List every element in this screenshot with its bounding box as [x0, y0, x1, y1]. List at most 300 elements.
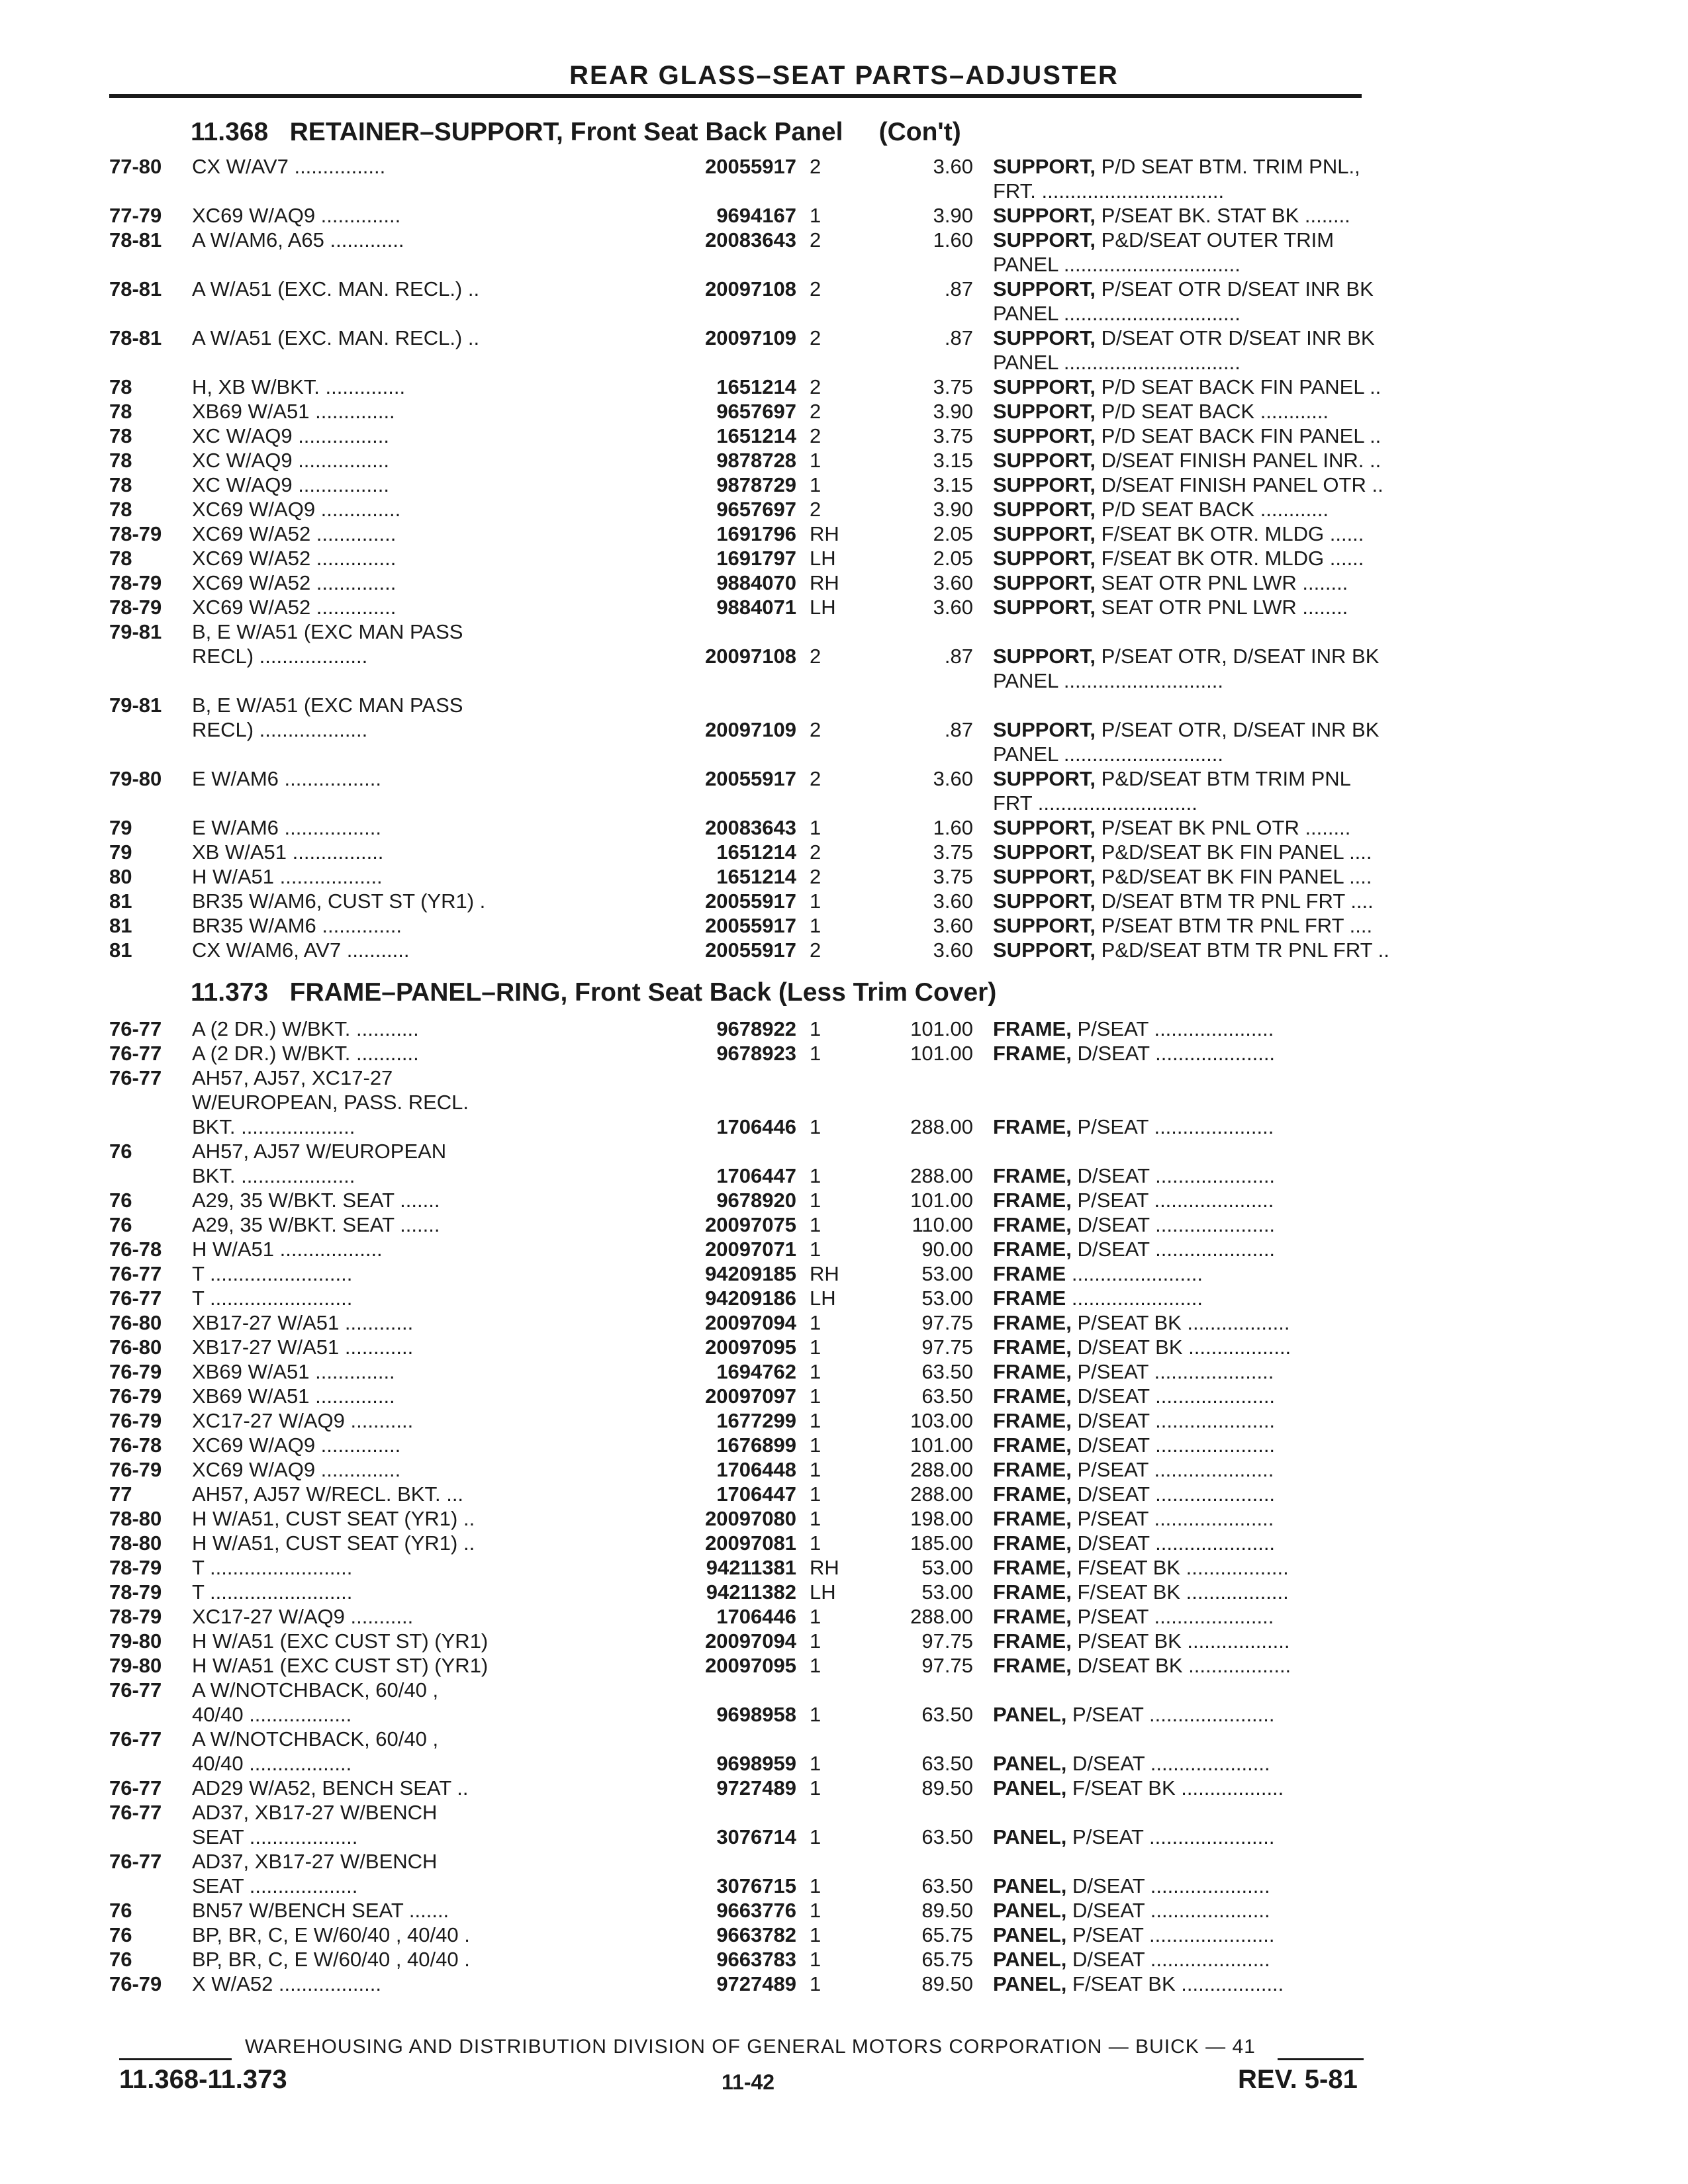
model-year: 78-79 [109, 1605, 162, 1628]
model-year: 76-77 [109, 1042, 162, 1065]
application: BP, BR, C, E W/60/40 , 40/40 . [192, 1948, 470, 1971]
model-year: 78 [109, 498, 132, 521]
price: 103.00 [910, 1409, 973, 1432]
price: 288.00 [910, 1482, 973, 1506]
application: T ......................... [192, 1262, 353, 1285]
part-number: 20055917 [705, 914, 796, 937]
model-year: 78-81 [109, 277, 162, 300]
model-year: 78-79 [109, 1556, 162, 1579]
description [993, 1506, 1393, 1531]
part-detail: D/SEAT ..................... [1077, 1164, 1276, 1187]
application: BKT. .................... [192, 1164, 355, 1187]
price: 3.60 [933, 155, 973, 178]
price: .87 [944, 326, 973, 349]
table-row [109, 1359, 1397, 1384]
price: 2.05 [933, 547, 973, 570]
model-year: 76-77 [109, 1287, 162, 1310]
application: E W/AM6 ................. [192, 816, 381, 839]
part-detail: D/SEAT ..................... [1077, 1042, 1276, 1065]
table-row [109, 1580, 1397, 1604]
footer-rule-left [119, 2058, 232, 2060]
application: XB69 W/A51 .............. [192, 400, 395, 423]
model-year: 76-79 [109, 1360, 162, 1383]
table-row [109, 1506, 1397, 1531]
description [993, 815, 1393, 840]
part-name: SUPPORT, [993, 889, 1096, 913]
part-number: 20055917 [705, 767, 796, 790]
part-detail: PANEL ............................... [993, 351, 1241, 374]
model-year: 76-79 [109, 1458, 162, 1481]
price: 63.50 [921, 1703, 973, 1726]
part-detail: P/D SEAT BACK ............ [1101, 400, 1329, 423]
table-row [109, 1115, 1397, 1139]
table-row [109, 938, 1397, 962]
application: A29, 35 W/BKT. SEAT ....... [192, 1213, 440, 1236]
part-number: 9663776 [716, 1899, 796, 1922]
model-year: 76-77 [109, 1776, 162, 1799]
part-detail: D/SEAT ..................... [1072, 1752, 1270, 1775]
part-detail: F/SEAT BK .................. [1077, 1556, 1289, 1579]
price: 63.50 [921, 1360, 973, 1383]
part-name: FRAME, [993, 1433, 1072, 1457]
model-year: 76 [109, 1140, 132, 1163]
quantity: 1 [810, 204, 821, 227]
table-row [109, 301, 1397, 326]
model-year: 76-79 [109, 1409, 162, 1432]
part-number: 20097109 [705, 326, 796, 349]
price: 63.50 [921, 1752, 973, 1775]
description [993, 1286, 1393, 1310]
part-name: SUPPORT, [993, 400, 1096, 423]
application: H W/A51 .................. [192, 1238, 383, 1261]
footer-division: WAREHOUSING AND DISTRIBUTION DIVISION OF GENERAL MOTORS CORPORATION — BUICK — 41 [245, 2036, 1256, 2058]
part-detail: PANEL ............................ [993, 669, 1223, 692]
quantity: LH [810, 596, 836, 619]
description [993, 1359, 1393, 1384]
model-year: 78 [109, 375, 132, 398]
table-row [109, 913, 1397, 938]
part-number: 20055917 [705, 938, 796, 962]
application: XC69 W/AQ9 .............. [192, 1458, 401, 1481]
price: 63.50 [921, 1385, 973, 1408]
description [993, 154, 1393, 179]
description [993, 277, 1393, 301]
part-detail: P/D SEAT BACK FIN PANEL .. [1101, 424, 1382, 447]
part-detail: F/SEAT BK OTR. MLDG ...... [1101, 547, 1364, 570]
part-number: 1691796 [716, 522, 796, 545]
part-name: FRAME, [993, 1458, 1072, 1481]
part-number: 1706447 [716, 1164, 796, 1187]
quantity: 2 [810, 938, 821, 962]
table-row [109, 1604, 1397, 1629]
model-year: 78 [109, 547, 132, 570]
quantity: 2 [810, 718, 821, 741]
quantity: 2 [810, 155, 821, 178]
description [993, 840, 1393, 864]
quantity: 1 [810, 1531, 821, 1555]
part-number: 20097075 [705, 1213, 796, 1236]
title-rule [109, 94, 1362, 98]
description [993, 1898, 1393, 1923]
part-name: SUPPORT, [993, 938, 1096, 962]
part-name: SUPPORT, [993, 865, 1096, 888]
description [993, 595, 1393, 619]
description [993, 1017, 1393, 1041]
section-heading: 11.368 RETAINER–SUPPORT, Front Seat Back Panel (Con't) [191, 118, 961, 146]
description [993, 1629, 1393, 1653]
description [993, 473, 1393, 497]
part-name: PANEL, [993, 1972, 1067, 1995]
price: 97.75 [921, 1336, 973, 1359]
model-year: 76-80 [109, 1336, 162, 1359]
part-name: FRAME, [993, 1017, 1072, 1040]
application: E W/AM6 ................. [192, 767, 381, 790]
quantity: 1 [810, 1899, 821, 1922]
model-year: 79-80 [109, 767, 162, 790]
application: BR35 W/AM6 .............. [192, 914, 402, 937]
part-name: PANEL, [993, 1948, 1067, 1971]
quantity: 2 [810, 277, 821, 300]
model-year: 78-81 [109, 326, 162, 349]
table-row [109, 1066, 1397, 1090]
part-name: PANEL, [993, 1899, 1067, 1922]
application: A W/A51 (EXC. MAN. RECL.) .. [192, 326, 480, 349]
price: 288.00 [910, 1115, 973, 1138]
description [993, 424, 1393, 448]
model-year: 78-81 [109, 228, 162, 251]
part-name: SUPPORT, [993, 473, 1096, 496]
application: T ......................... [192, 1287, 353, 1310]
price: 97.75 [921, 1629, 973, 1653]
price: 63.50 [921, 1825, 973, 1848]
part-detail: F/SEAT BK .................. [1077, 1580, 1289, 1604]
part-name: FRAME, [993, 1164, 1072, 1187]
quantity: 1 [810, 1948, 821, 1971]
footer-section-range: 11.368-11.373 [119, 2065, 287, 2094]
part-name: SUPPORT, [993, 498, 1096, 521]
table-row [109, 619, 1397, 644]
quantity: 2 [810, 326, 821, 349]
price: 3.60 [933, 767, 973, 790]
part-number: 94211381 [706, 1556, 796, 1579]
table-row [109, 1555, 1397, 1580]
part-detail: P&D/SEAT OUTER TRIM [1101, 228, 1335, 251]
description [993, 1335, 1393, 1359]
description [993, 1751, 1393, 1776]
table-row [109, 154, 1397, 179]
application: W/EUROPEAN, PASS. RECL. [192, 1091, 469, 1114]
part-number: 9884071 [716, 596, 796, 619]
part-name: SUPPORT, [993, 914, 1096, 937]
table-row [109, 1017, 1397, 1041]
model-year: 76-77 [109, 1066, 162, 1089]
part-detail: D/SEAT ..................... [1072, 1948, 1270, 1971]
application: AH57, AJ57 W/RECL. BKT. ... [192, 1482, 464, 1506]
table-row [109, 1090, 1397, 1115]
price: 3.75 [933, 424, 973, 447]
part-detail: P/D SEAT BTM. TRIM PNL., [1101, 155, 1360, 178]
part-name: SUPPORT, [993, 547, 1096, 570]
part-name: FRAME, [993, 1042, 1072, 1065]
description [993, 1163, 1393, 1188]
table-row [109, 1531, 1397, 1555]
description [993, 889, 1393, 913]
quantity: 1 [810, 816, 821, 839]
application: AD37, XB17-27 W/BENCH [192, 1801, 438, 1824]
table-row [109, 1923, 1397, 1947]
part-detail: P/SEAT ..................... [1077, 1605, 1274, 1628]
part-number: 9878729 [716, 473, 796, 496]
price: 89.50 [921, 1776, 973, 1799]
table-row [109, 1139, 1397, 1163]
part-number: 1706446 [716, 1605, 796, 1628]
quantity: LH [810, 547, 836, 570]
part-detail: D/SEAT FINISH PANEL OTR .. [1101, 473, 1383, 496]
quantity: 2 [810, 645, 821, 668]
application: XC69 W/AQ9 .............. [192, 204, 401, 227]
application: XC69 W/AQ9 .............. [192, 1433, 401, 1457]
description [993, 1604, 1393, 1629]
part-detail: D/SEAT OTR D/SEAT INR BK [1101, 326, 1375, 349]
part-detail: FRT. ................................ [993, 179, 1225, 203]
part-number: 9698958 [716, 1703, 796, 1726]
application: XC17-27 W/AQ9 ........... [192, 1409, 414, 1432]
model-year: 76-77 [109, 1850, 162, 1873]
table-row [109, 546, 1397, 570]
description [993, 1653, 1393, 1678]
quantity: 1 [810, 1164, 821, 1187]
quantity: 1 [810, 1923, 821, 1946]
part-name: PANEL, [993, 1752, 1067, 1775]
part-number: 20097109 [705, 718, 796, 741]
application: XC69 W/A52 .............. [192, 547, 397, 570]
part-number: 94209186 [705, 1287, 796, 1310]
price: 288.00 [910, 1458, 973, 1481]
description [993, 1972, 1393, 1996]
description [993, 913, 1393, 938]
quantity: 1 [810, 1115, 821, 1138]
table-row [109, 1457, 1397, 1482]
part-detail: SEAT OTR PNL LWR ........ [1101, 571, 1348, 594]
description [993, 1947, 1393, 1972]
description [993, 668, 1393, 693]
application: BN57 W/BENCH SEAT ....... [192, 1899, 449, 1922]
quantity: 1 [810, 889, 821, 913]
quantity: 2 [810, 424, 821, 447]
table-row [109, 497, 1397, 522]
part-name: SUPPORT, [993, 718, 1096, 741]
part-number: 1676899 [716, 1433, 796, 1457]
part-name: SUPPORT, [993, 596, 1096, 619]
part-name: SUPPORT, [993, 645, 1096, 668]
model-year: 76 [109, 1899, 132, 1922]
part-detail: P/SEAT ...................... [1072, 1703, 1275, 1726]
part-number: 1651214 [716, 424, 796, 447]
quantity: 1 [810, 1629, 821, 1653]
table-row [109, 1776, 1397, 1800]
application: XB17-27 W/A51 ............ [192, 1311, 414, 1334]
quantity: 1 [810, 1776, 821, 1799]
part-detail: P&D/SEAT BK FIN PANEL .... [1101, 865, 1372, 888]
model-year: 78-80 [109, 1507, 162, 1530]
part-detail: P/SEAT ..................... [1077, 1017, 1274, 1040]
description [993, 448, 1393, 473]
quantity: 1 [810, 1409, 821, 1432]
part-name: FRAME, [993, 1629, 1072, 1653]
part-detail: D/SEAT BK .................. [1077, 1336, 1291, 1359]
model-year: 76 [109, 1923, 132, 1946]
section-heading: 11.373 FRAME–PANEL–RING, Front Seat Back (Less Trim Cover) [191, 978, 997, 1007]
table-row [109, 1727, 1397, 1751]
part-detail: P/D SEAT BACK ............ [1101, 498, 1329, 521]
part-number: 20083643 [705, 228, 796, 251]
table-row [109, 350, 1397, 375]
part-number: 1694762 [716, 1360, 796, 1383]
quantity: 2 [810, 767, 821, 790]
part-detail: D/SEAT ..................... [1077, 1409, 1276, 1432]
part-number: 20083643 [705, 816, 796, 839]
part-name: FRAME, [993, 1654, 1072, 1677]
application: H W/A51 (EXC CUST ST) (YR1) [192, 1654, 489, 1677]
model-year: 78-79 [109, 1580, 162, 1604]
quantity: 1 [810, 1507, 821, 1530]
price: 53.00 [921, 1287, 973, 1310]
description [993, 546, 1393, 570]
part-detail: P/SEAT OTR, D/SEAT INR BK [1101, 645, 1380, 668]
part-number: 20097080 [705, 1507, 796, 1530]
application: 40/40 .................. [192, 1703, 352, 1726]
table-row [109, 1286, 1397, 1310]
description [993, 570, 1393, 595]
part-detail: D/SEAT BTM TR PNL FRT .... [1101, 889, 1374, 913]
part-detail: ....................... [1071, 1262, 1203, 1285]
application: XC69 W/AQ9 .............. [192, 498, 401, 521]
description [993, 301, 1393, 326]
price: 101.00 [910, 1017, 973, 1040]
table-row [109, 717, 1397, 742]
part-detail: P/SEAT ..................... [1077, 1507, 1274, 1530]
part-name: SUPPORT, [993, 522, 1096, 545]
description [993, 1555, 1393, 1580]
quantity: 1 [810, 1752, 821, 1775]
model-year: 76-78 [109, 1433, 162, 1457]
description [993, 326, 1393, 350]
table-row [109, 570, 1397, 595]
model-year: 76-77 [109, 1017, 162, 1040]
model-year: 80 [109, 865, 132, 888]
application: BKT. .................... [192, 1115, 355, 1138]
quantity: 1 [810, 1311, 821, 1334]
part-detail: D/SEAT ..................... [1072, 1899, 1270, 1922]
part-name: SUPPORT, [993, 326, 1096, 349]
part-name: SUPPORT, [993, 375, 1096, 398]
application: XB17-27 W/A51 ............ [192, 1336, 414, 1359]
table-row [109, 1261, 1397, 1286]
table-row [109, 1408, 1397, 1433]
part-detail: D/SEAT ..................... [1077, 1213, 1276, 1236]
table-row [109, 742, 1397, 766]
price: 3.90 [933, 400, 973, 423]
description [993, 497, 1393, 522]
quantity: 2 [810, 375, 821, 398]
table-row [109, 277, 1397, 301]
price: 101.00 [910, 1042, 973, 1065]
part-number: 1706448 [716, 1458, 796, 1481]
footer-page-number: 11-42 [722, 2070, 775, 2094]
application: A W/AM6, A65 ............. [192, 228, 404, 251]
part-detail: ....................... [1071, 1287, 1203, 1310]
description [993, 1237, 1393, 1261]
price: .87 [944, 718, 973, 741]
table-row [109, 252, 1397, 277]
part-detail: P/SEAT BK .................. [1077, 1311, 1290, 1334]
part-name: SUPPORT, [993, 571, 1096, 594]
application: A W/NOTCHBACK, 60/40 , [192, 1678, 439, 1702]
part-name: PANEL, [993, 1703, 1067, 1726]
table-row [109, 1751, 1397, 1776]
quantity: RH [810, 522, 839, 545]
table-row [109, 644, 1397, 668]
part-number: 1651214 [716, 865, 796, 888]
description [993, 1874, 1393, 1898]
model-year: 78 [109, 473, 132, 496]
application: X W/A52 .................. [192, 1972, 381, 1995]
description [993, 1408, 1393, 1433]
application: AH57, AJ57, XC17-27 [192, 1066, 393, 1089]
model-year: 79-81 [109, 694, 162, 717]
part-detail: P/SEAT OTR, D/SEAT INR BK [1101, 718, 1380, 741]
description [993, 791, 1393, 815]
price: 3.90 [933, 204, 973, 227]
part-number: 9678920 [716, 1189, 796, 1212]
model-year: 81 [109, 938, 132, 962]
part-name: FRAME, [993, 1311, 1072, 1334]
description [993, 1923, 1393, 1947]
table-row [109, 1188, 1397, 1212]
part-detail: P&D/SEAT BTM TRIM PNL [1101, 767, 1351, 790]
part-name: FRAME, [993, 1409, 1072, 1432]
part-detail: D/SEAT ..................... [1077, 1482, 1276, 1506]
part-number: 9878728 [716, 449, 796, 472]
part-name: FRAME, [993, 1213, 1072, 1236]
part-number: 9698959 [716, 1752, 796, 1775]
price: 3.60 [933, 889, 973, 913]
part-detail: F/SEAT BK .................. [1072, 1776, 1284, 1799]
price: .87 [944, 277, 973, 300]
price: 65.75 [921, 1948, 973, 1971]
part-name: PANEL, [993, 1874, 1067, 1897]
description [993, 766, 1393, 791]
price: 89.50 [921, 1899, 973, 1922]
price: 1.60 [933, 228, 973, 251]
table-row [109, 1800, 1397, 1825]
model-year: 79-81 [109, 620, 162, 643]
part-detail: P/SEAT OTR D/SEAT INR BK [1101, 277, 1374, 300]
application: A W/A51 (EXC. MAN. RECL.) .. [192, 277, 480, 300]
quantity: 2 [810, 865, 821, 888]
part-detail: F/SEAT BK OTR. MLDG ...... [1101, 522, 1364, 545]
quantity: 1 [810, 1189, 821, 1212]
application: XB69 W/A51 .............. [192, 1385, 395, 1408]
part-number: 9694167 [716, 204, 796, 227]
description [993, 1261, 1393, 1286]
part-name: SUPPORT, [993, 841, 1096, 864]
table-row [109, 1212, 1397, 1237]
description [993, 228, 1393, 252]
application: XC W/AQ9 ................ [192, 424, 389, 447]
part-name: FRAME, [993, 1115, 1072, 1138]
model-year: 78-79 [109, 571, 162, 594]
